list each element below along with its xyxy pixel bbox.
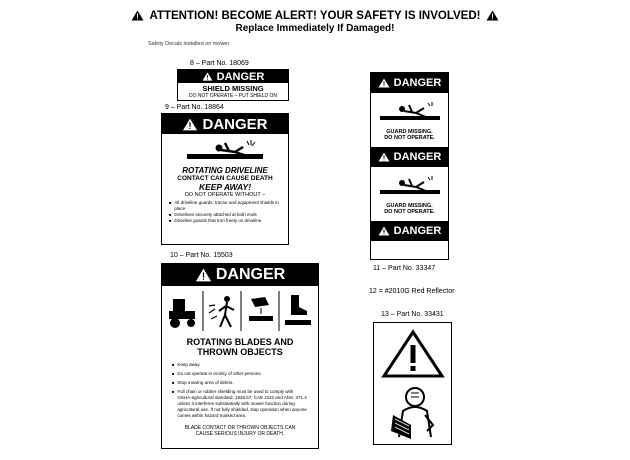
part-label-9: 9 – Part No. 18864 xyxy=(165,104,224,111)
decal-line: GUARD MISSING. xyxy=(386,129,433,135)
decal-33431 xyxy=(373,322,452,445)
danger-banner: DANGER xyxy=(178,70,288,83)
warning-triangle-icon xyxy=(131,10,144,21)
warning-triangle-icon xyxy=(378,78,390,88)
decal-line: DO NOT OPERATE – PUT SHIELD ON xyxy=(188,93,278,99)
decal-title: THROWN OBJECTS xyxy=(197,347,283,357)
driveline-entanglement-pictogram xyxy=(185,139,265,165)
decal-18864 xyxy=(161,113,289,245)
decal-line: SHIELD MISSING xyxy=(202,84,264,93)
warning-triangle-icon xyxy=(378,226,390,236)
installation-note: Safety Decals installed on mower xyxy=(148,41,230,47)
warning-triangle-icon xyxy=(182,118,198,131)
warning-triangle-icon xyxy=(381,329,445,379)
page-title xyxy=(0,10,630,22)
decal-footer: BLADE CONTACT OR THROWN OBJECTS CAN xyxy=(184,425,296,431)
list-item: ■ Driveline guards that turn freely on driveline xyxy=(169,218,281,224)
warning-triangle-icon xyxy=(378,152,390,162)
danger-banner: DANGER xyxy=(371,73,448,93)
decal-18069 xyxy=(177,69,289,101)
danger-banner: DANGER xyxy=(371,147,448,167)
guard-entanglement-pictogram xyxy=(378,101,442,125)
read-manual-pictogram xyxy=(381,385,445,439)
list-item: ■ Drivelines securely attached at both ends xyxy=(169,212,281,218)
header-line-1: ATTENTION! BECOME ALERT! YOUR SAFETY IS INVOLVED! xyxy=(149,10,481,22)
decal-title: ROTATING DRIVELINE xyxy=(182,166,268,175)
part-label-12: 12 = #2010G Red Reflector xyxy=(369,288,455,295)
list-item: ■ Full chain or rubber shielding must be used to comply with OSHA-agricultural standard. 1928.57, CAE J232 and ANS. 371.4 unless it interferes substantially with mower function during agricultural use. If not fully shielded, stop operation when anyone comes within hazard marked area. xyxy=(172,389,308,419)
bullet-list xyxy=(162,200,288,224)
danger-banner: DANGER xyxy=(162,114,288,134)
decal-33347 xyxy=(370,72,449,260)
decal-15503 xyxy=(161,263,319,449)
part-label-10: 10 – Part No. 15503 xyxy=(170,252,233,259)
list-item: ■ All driveline guards, tractor and equipment shields in place xyxy=(169,200,281,212)
decal-title: ROTATING BLADES AND xyxy=(186,337,294,347)
decal-title: CONTACT CAN CAUSE DEATH xyxy=(177,175,273,182)
part-label-13: 13 – Part No. 33431 xyxy=(381,311,444,318)
guard-entanglement-pictogram xyxy=(378,175,442,199)
decal-title: KEEP AWAY! xyxy=(198,182,252,192)
decal-line: DO NOT OPERATE. xyxy=(384,135,435,141)
page-subtitle: Replace Immediately If Damaged! xyxy=(235,23,395,34)
list-item: ■ Stop mowing area of debris. xyxy=(172,380,308,386)
part-label-8: 8 – Part No. 18069 xyxy=(190,60,249,67)
decal-line: GUARD MISSING. xyxy=(386,203,433,209)
decal-line: DO NOT OPERATE. xyxy=(384,209,435,215)
list-item: ■ Keep away. xyxy=(172,362,308,368)
decal-subtitle: DO NOT OPERATE WITHOUT – xyxy=(184,192,266,198)
decal-footer: CAUSE SERIOUS INJURY OR DEATH. xyxy=(195,431,285,437)
danger-banner: DANGER xyxy=(371,221,448,241)
warning-triangle-icon xyxy=(202,72,213,81)
bullet-list xyxy=(162,362,318,419)
warning-triangle-icon xyxy=(486,10,499,21)
list-item: ■ Do not operate in vicinity of other persons. xyxy=(172,371,308,377)
part-label-11: 11 – Part No. 33347 xyxy=(373,265,436,272)
danger-banner: DANGER xyxy=(162,264,318,286)
warning-triangle-icon xyxy=(195,268,212,282)
mower-hazard-pictograms xyxy=(165,289,315,333)
